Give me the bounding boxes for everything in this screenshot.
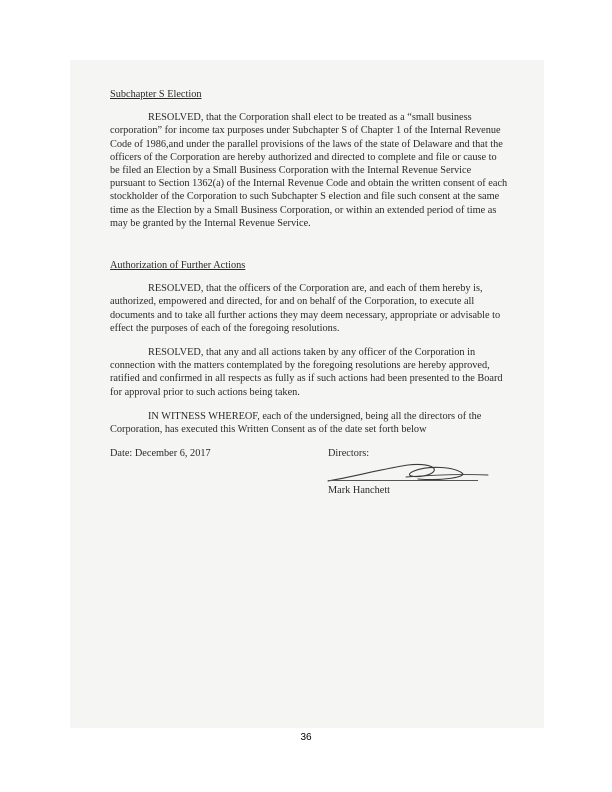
section-heading-further-actions: Authorization of Further Actions (110, 260, 246, 272)
resolution-actions-ratified: RESOLVED, that any and all actions taken by any officer of the Corporation in connection with the matters contemplated by the foregoing resolutions are hereby approved, ratified and confirmed in all respects as fully as if such actions had been presented to the Board for approval prior to such actions being taken. (110, 347, 503, 398)
resolution-subchapter-s: RESOLVED, that the Corporation shall elect to be treated as a “small business corporation” for income tax purposes under Subchapter S of Chapter 1 of the Internal Revenue Code of 1986,and under the parallel provisions of the laws of the state of Delaware and that the officers of the Corporation are hereby authorized and directed to complete and file or cause to be filed an Election by a Small Business Corporation with the Internal Revenue Service pursuant to Section 1362(a) of the Internal Revenue Code and obtain the written consent of each stockholder of the Corporation to such Subchapter S election and file such consent at the same time as the Election by a Small Business Corporation, or within an extended period of time as may be granted by the Internal Revenue Service. (110, 112, 508, 229)
section-heading-subchapter-s: Subchapter S Election (110, 89, 202, 100)
consent-date: Date: December 6, 2017 (110, 448, 211, 460)
signature-line (328, 480, 478, 481)
directors-label: Directors: (328, 448, 370, 460)
resolution-officers-authorized: RESOLVED, that the officers of the Corporation are, and each of them hereby is, authorized, empowered and directed, for and on behalf of the Corporation, to execute all documents and to take all further actions they may deem necessary, appropriate or advisable to effect the purposes of each of the foregoing resolutions. (110, 283, 501, 334)
witness-clause: IN WITNESS WHEREOF, each of the undersigned, being all the directors of the Corporation, has executed this Written Consent as of the date set forth below (110, 410, 482, 436)
signer-name: Mark Hanchett (328, 485, 391, 497)
page-number: 36 (300, 732, 312, 743)
signature-block (110, 447, 508, 517)
document-body (110, 88, 508, 517)
